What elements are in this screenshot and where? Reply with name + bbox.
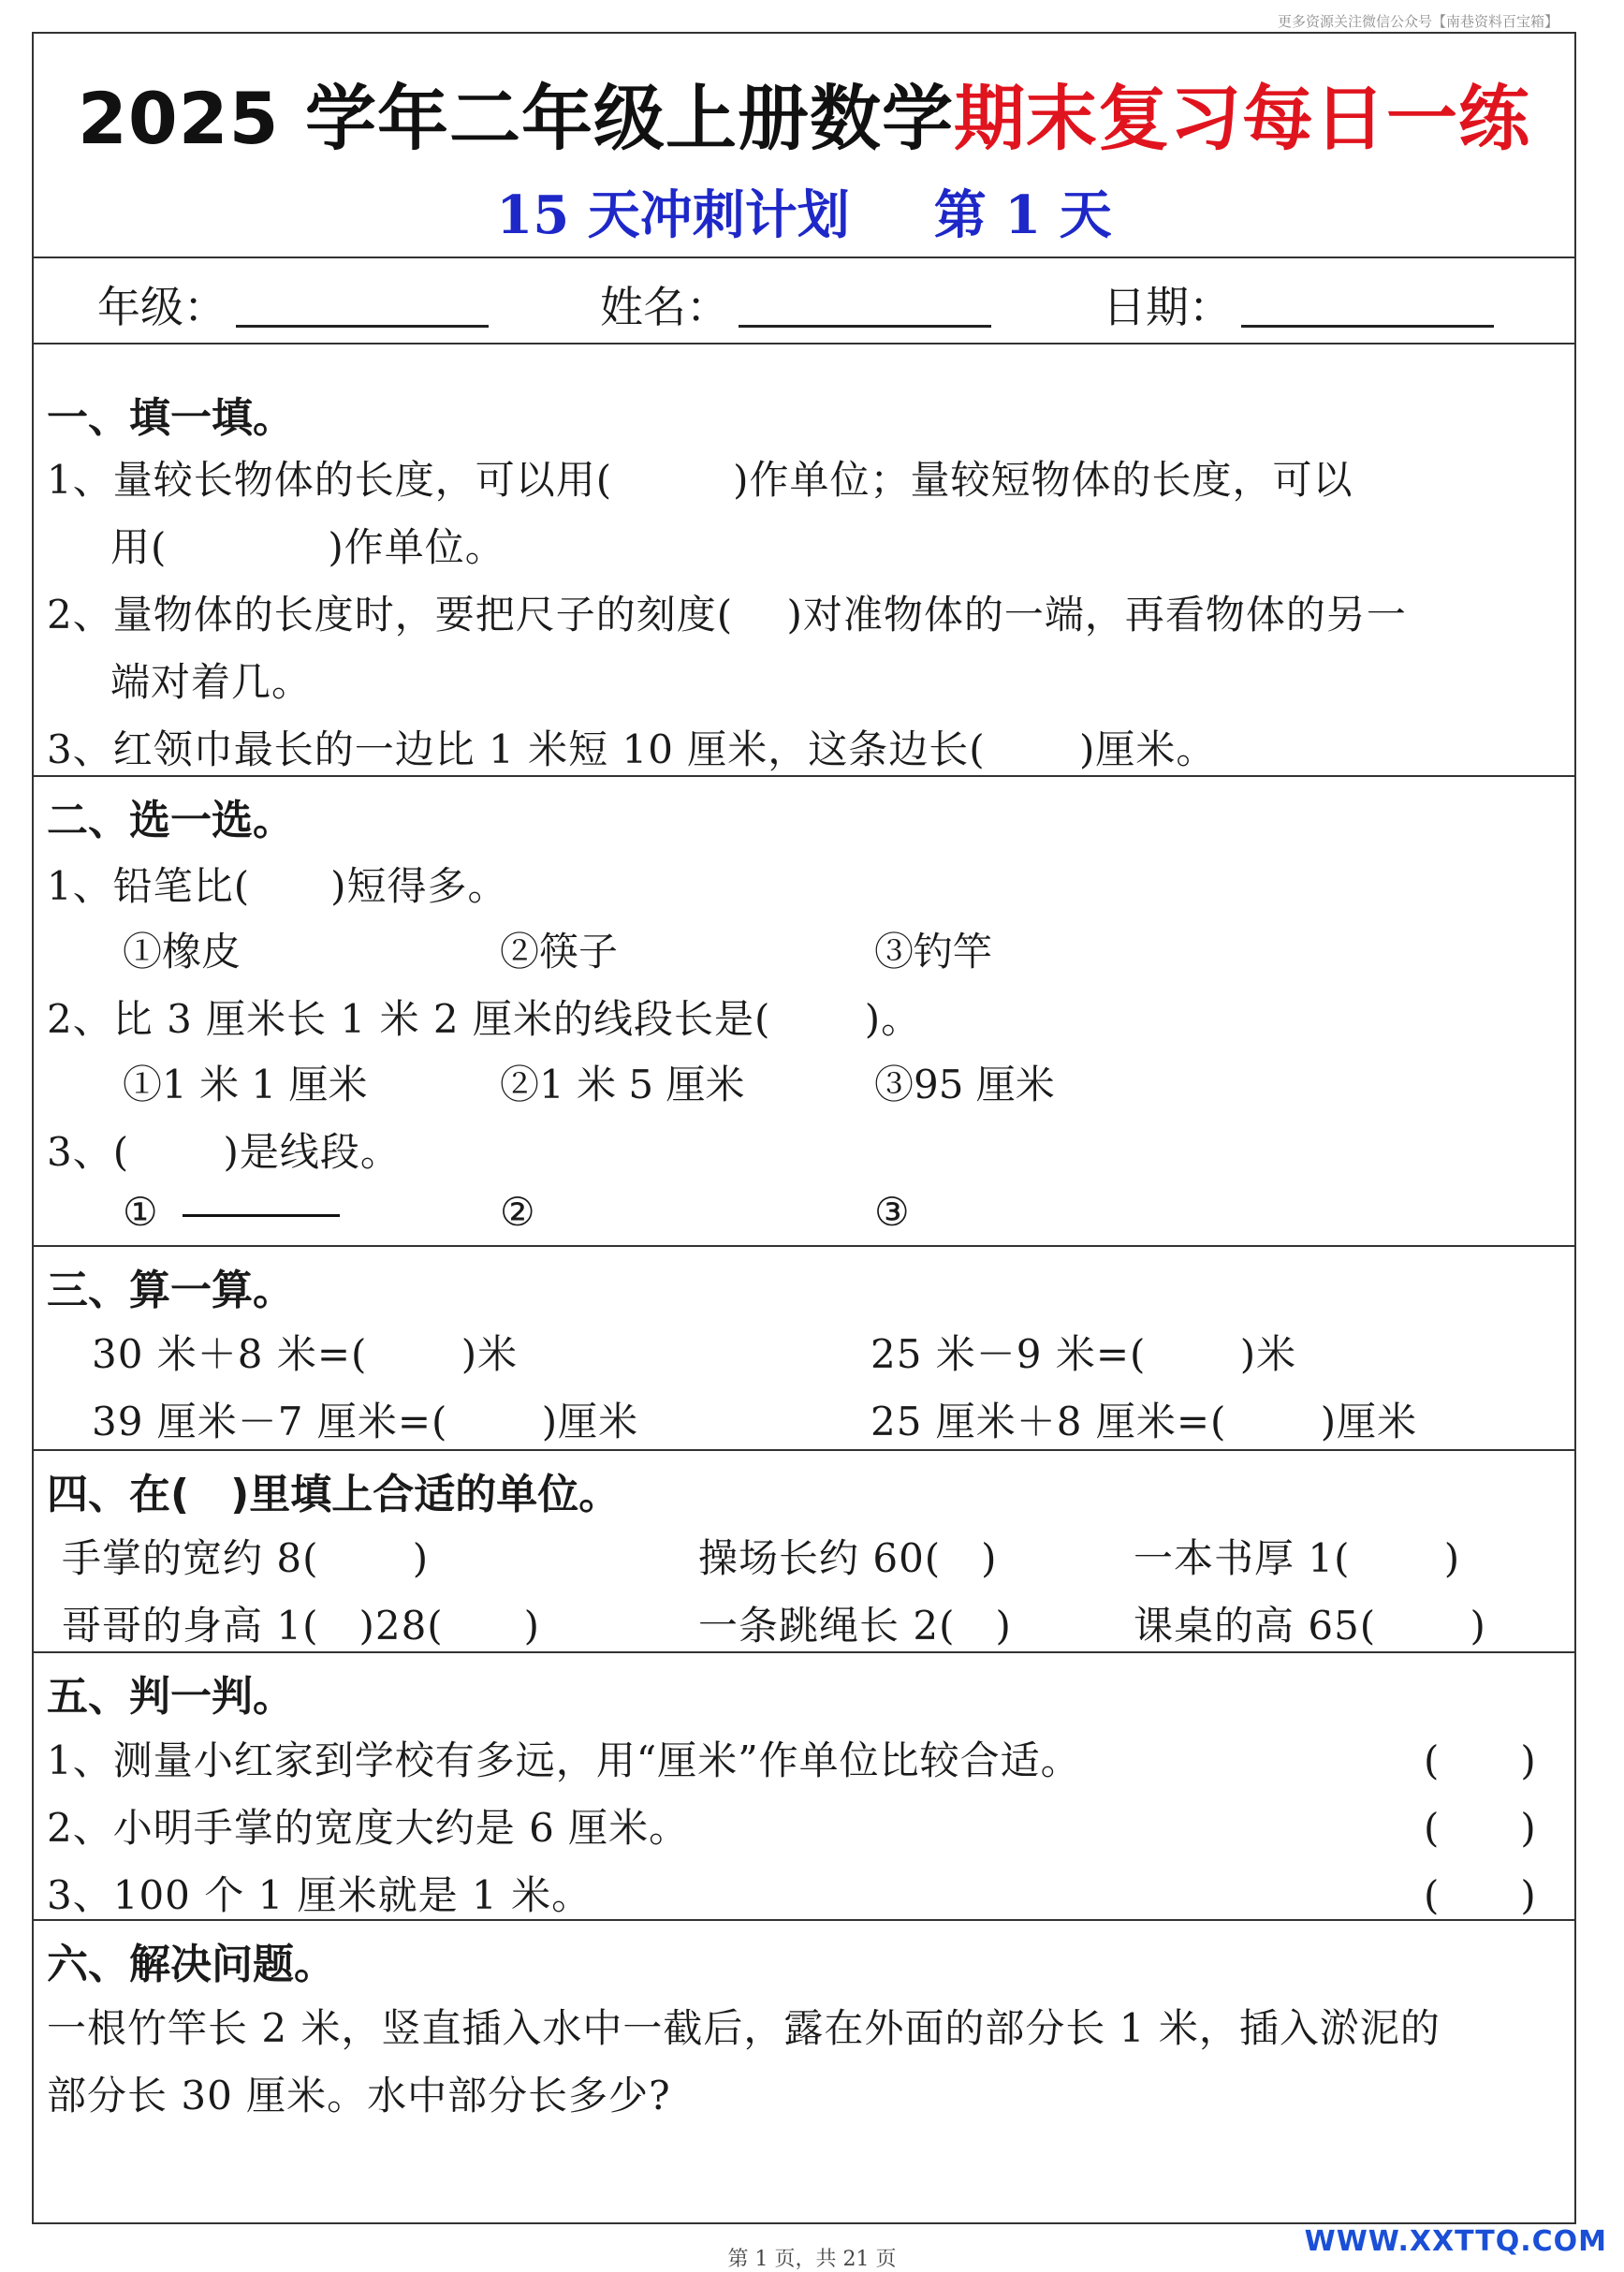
calc-item: 25 厘米＋8 厘米=( )厘米 [871,1399,1418,1444]
section-heading: 三、算一算。 [47,1267,294,1314]
answer-box[interactable]: ( ) [1424,1737,1537,1783]
section-calculation [34,1247,1574,1449]
choice-option[interactable]: ①1 米 1 厘米 [123,1062,368,1107]
section-multiple-choice [34,777,1574,1245]
title-block [34,34,1574,258]
choice-option[interactable]: ②1 米 5 厘米 [500,1062,745,1107]
choice-option[interactable]: ①橡皮 [123,929,241,975]
question-line: 3、( )是线段。 [47,1129,401,1175]
choice-option[interactable]: ③钓竿 [874,929,993,975]
section-heading: 二、选一选。 [47,797,294,844]
unit-item: 一条跳绳长 2( ) [698,1603,1012,1649]
option-marker: ① [123,1189,158,1235]
watermark-text: 更多资源关注微信公众号【南巷资料百宝箱】 [1277,13,1558,30]
section-true-false [34,1653,1574,1919]
section-word-problem [34,1921,1574,2221]
main-title [34,62,1574,164]
worksheet [32,32,1576,2224]
choice-option[interactable]: ② [500,1189,535,1235]
page-footer: 第 1 页，共 21 页 [727,2248,897,2271]
brand-watermark: WWW.XXTTQ.COM [1304,2225,1607,2258]
grade-label: 年级： [97,282,227,332]
sub-title-day: 第 1 天 [933,184,1112,246]
question-line: 1、量较长物体的长度，可以用( )作单位；量较短物体的长度，可以 [47,457,1353,503]
calc-item: 39 厘米－7 厘米=( )厘米 [92,1399,639,1444]
name-label: 姓名： [600,282,729,332]
choice-option[interactable]: ②筷子 [500,929,619,975]
section-fill-in [34,344,1574,775]
question-line: 用( )作单位。 [110,524,505,570]
question-line: 端对着几。 [110,659,313,705]
name-blank[interactable] [739,287,991,328]
answer-box[interactable]: ( ) [1424,1805,1537,1851]
sub-title-plan: 15 天冲刺计划 [496,184,850,246]
info-row [34,258,1574,343]
question-line: 2、量物体的长度时，要把尺子的刻度( )对准物体的一端，再看物体的另一 [47,592,1407,638]
unit-item: 手掌的宽约 8( ) [62,1535,430,1581]
unit-item: 一本书厚 1( ) [1134,1535,1461,1581]
question-line: 2、比 3 厘米长 1 米 2 厘米的线段长是( )。 [47,996,922,1042]
judge-item: 1、测量小红家到学校有多远，用“厘米”作单位比较合适。 [47,1737,1081,1783]
choice-option-segment[interactable] [123,1189,340,1235]
choice-option[interactable]: ③95 厘米 [874,1062,1055,1107]
grade-field [97,273,489,335]
main-title-part2: 期末复习每日一练 [953,77,1530,160]
unit-item: 操场长约 60( ) [698,1535,998,1581]
calc-item: 30 米＋8 米=( )米 [92,1331,519,1377]
judge-item: 2、小明手掌的宽度大约是 6 厘米。 [47,1805,690,1851]
unit-item: 课桌的高 65( ) [1134,1603,1486,1649]
grade-blank[interactable] [236,287,489,328]
section-heading: 五、判一判。 [47,1673,294,1721]
date-label: 日期： [1103,282,1232,332]
answer-box[interactable]: ( ) [1424,1872,1537,1918]
line-segment-figure [183,1214,340,1217]
name-field [600,273,991,335]
judge-item: 3、100 个 1 厘米就是 1 米。 [47,1872,593,1918]
problem-line: 一根竹竿长 2 米，竖直插入水中一截后，露在外面的部分长 1 米，插入淤泥的 [47,2005,1441,2051]
sub-title [34,174,1574,249]
unit-item: 哥哥的身高 1( )28( ) [62,1603,541,1649]
section-heading: 四、在( )里填上合适的单位。 [47,1471,621,1518]
choice-option[interactable]: ③ [874,1189,910,1235]
section-heading: 六、解决问题。 [47,1941,335,1988]
calc-item: 25 米－9 米=( )米 [871,1331,1297,1377]
date-blank[interactable] [1241,287,1494,328]
section-units [34,1451,1574,1651]
question-line: 1、铅笔比( )短得多。 [47,863,508,909]
problem-line: 部分长 30 厘米。水中部分长多少? [47,2073,671,2118]
main-title-part1: 2025 学年二年级上册数学 [78,77,954,160]
section-heading: 一、填一填。 [47,394,294,442]
question-line: 3、红领巾最长的一边比 1 米短 10 厘米，这条边长( )厘米。 [47,726,1217,772]
date-field [1103,273,1494,335]
